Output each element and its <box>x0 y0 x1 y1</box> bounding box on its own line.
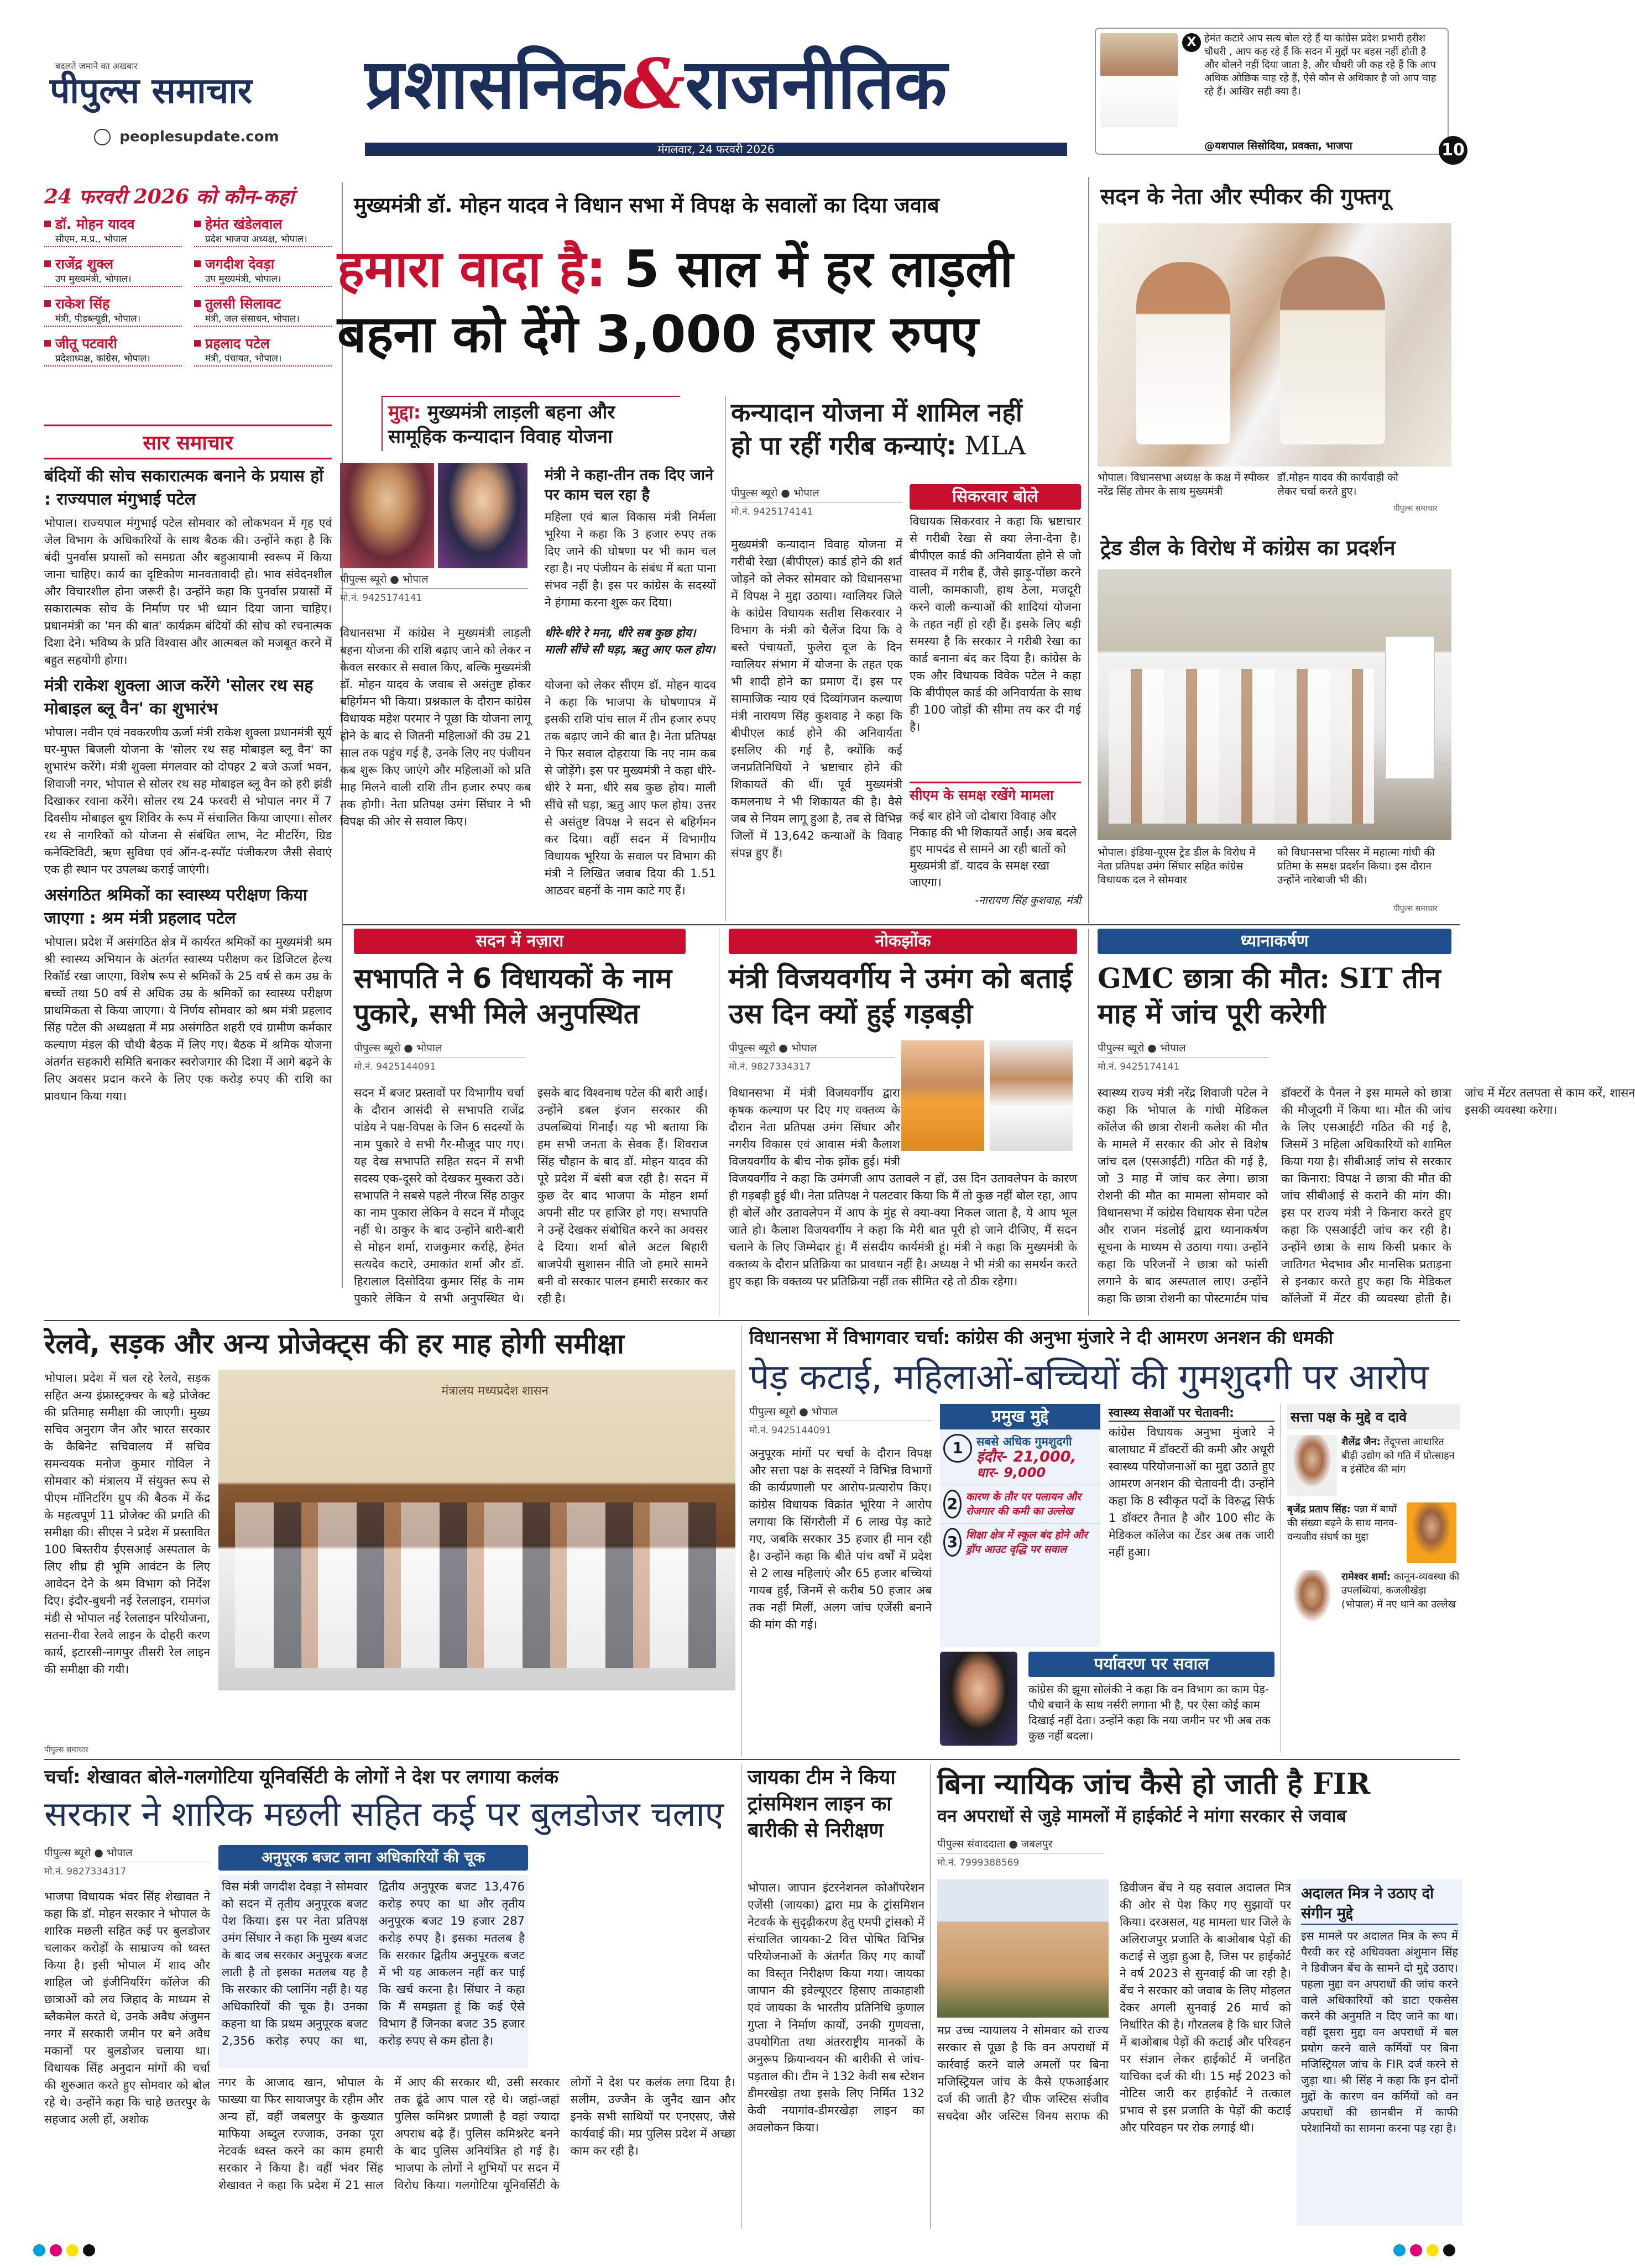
who-where-person-desc: उप मुख्यमंत्री, भोपाल। <box>44 273 182 287</box>
health-box <box>1109 1404 1274 1647</box>
issue-1-dhar: धार- 9,000 <box>976 1465 1046 1480</box>
who-where-person-name: प्रहलाद पटेल <box>205 336 270 352</box>
fir-subhead: वन अपराधों से जुड़े मामलों में हाईकोर्ट ने मांगा सरकार से जवाब <box>937 1805 1347 1826</box>
kanyadan-headline-2: हो पा रहीं गरीब कन्याएं: <box>731 431 957 460</box>
noknok-tag-text: नोकझोंक <box>875 931 931 951</box>
anubha-issues-box <box>940 1404 1100 1647</box>
who-where-person-desc: प्रदेश भाजपा अध्यक्ष, भोपाल। <box>194 233 332 247</box>
budget-tag-text: अनुपूरक बजट लाना अधिकारियों की चूक <box>261 1849 485 1866</box>
fir-byline-box <box>937 1836 1103 1872</box>
registration-mark-magenta-right <box>1410 2244 1422 2256</box>
side-claim-1-name: शैलेंद्र जैन: <box>1341 1436 1381 1448</box>
globe-icon <box>94 129 111 145</box>
lead-headline-rest: 5 साल में हर लाड़ली बहना को देंगे 3,000 हजार रुपए <box>337 239 1014 364</box>
railway-photo-sign: मंत्रालय मध्यप्रदेश शासन <box>441 1384 549 1398</box>
dhyan-body-text: स्वास्थ्य राज्य मंत्री नरेंद्र शिवाजी पटेल ने कहा कि भोपाल के गांधी मेडिकल कॉलेज की छात्रा रोशनी कलेश की मौत के मामले में सरकार की ओर से विशेष जांच दल (एसआईटी) गठित की गई है, जो 3 माह में जांच कर लेगा। छात्रा रोशनी की मौत का मामला सोमवार को विधानसभा में कांग्रेस विधायक सेना पटेल और राजन मंडलोई द्वारा ध्यानाकर्षण सूचना के माध्यम से उठाया गया। उन्होंने कहा कि परिजनों ने छात्रा को फांसी लगाने के बाद अस्पताल लाए। उन्होंने कहा कि छात्रा रोशनी का पोस्टमार्टम पांच डॉक्टरों के पैनल ने इस मामले को छात्रा की मौजूदगी में किया था। मौत की जांच के लिए एसआईटी गठित की गई है, जिसमें 3 महिला अधिकारियों को शामिल किया गया है। सीबीआई जांच से सरकार का किनारा: विपक्ष ने छात्रा की मौत की जांच सीबीआई से कराने की मांग की। इस पर राज्य मंत्री ने किनारा करते हुए कहा कि एसआईटी जांच कर रही है। उन्होंने छात्रा के साथ किसी प्रकार के जातिगत भेदभाव और मानसिक प्रताड़ना से इनकार करते हुए कहा कि मेडिकल कॉलेजों में मेंटर की व्यवस्था होती है। जांच में मेंटर तलपता से काम करें, शासन इसकी व्यवस्था करेगा। <box>1098 1086 1635 1305</box>
issue-1-number: 1 <box>943 1434 972 1463</box>
env-tag-text: पर्यावरण पर सवाल <box>1094 1654 1209 1674</box>
railway-photo <box>218 1370 735 1690</box>
health-head: स्वास्थ्य सेवाओं पर चेतावनी: <box>1109 1404 1274 1422</box>
fir-byline: पीपुल्स संवाददाता ● जबलपुर <box>937 1836 1103 1853</box>
issue-label: मुद्दा: <box>388 401 421 423</box>
anubha-kicker: विधानसभा में विभागवार चर्चा: कांग्रेस की अनुभा मुंजारे ने दी आमरण अनशन की धमकी <box>749 1327 1333 1348</box>
anubha-byline: पीपुल्स ब्यूरो ● भोपाल <box>749 1404 932 1421</box>
saar-item-body: भोपाल। नवीन एवं नवकरणीय ऊर्जा मंत्री राकेश शुक्ला प्रधानमंत्री सूर्य घर-मुफ्त बिजली योजना के 'सोलर रथ सह मोबाइल ब्लू वैन' का शुभारंभ करेंगे। मंत्री शुक्ला मंगलवार को दोपहर 2 बजे ऊर्जा भवन, शिवाजी नगर, भोपाल से सोलर रथ सह मोबाइल ब्लू वैन को हरी झंडी दिखाकर रवाना करेंगे। सोलर रथ 24 फरवरी से भोपाल नगर में 7 दिवसीय मोबाइल बूथ शिविर के रूप में संचालित किया जाएगा। सोलर रथ से नागरिकों को योजना से संबंधित लाभ, नेट मीटरिंग, ग्रिड कनेक्टिविटी, ऋण सुविधा एवं ऑन-द-स्पॉट पंजीकरण जैसी सेवाएं एक ही स्थान पर उपलब्ध कराई जाएंगी। <box>44 726 332 876</box>
budget-body-text: विस मंत्री जगदीश देवड़ा ने सोमवार को सदन में तृतीय अनुपूरक बजट पेश किया। इस पर नेता प्रतिपक्ष उमंग सिंघार ने कहा कि मुख्य बजट के बाद जब सरकार अनुपूरक बजट लाती है तो इसका मतलब यह है कि सरकार की प्लानिंग नहीं है। यह अधिकारियों की चूक है। उनका कहना था कि प्रथम अनुपूरक बजट 2,356 करोड़ रुपए का था, द्वितीय अनुपूरक बजट 13,476 करोड़ रुपए का था और तृतीय अनुपूरक बजट 19 हजार 287 करोड़ रुपए है। इसका मतलब है कि सरकार द्वितीय अनुपूरक बजट में भी यह आकलन नहीं कर पाई कि खर्च करना है। सिंघार ने कहा कि मैं समझता हूं कि कई ऐसे विभाग हैं जिनका बजट 35 हजार करोड़ रुपए से कम होता है। <box>222 1880 525 2047</box>
who-where-person <box>194 256 332 287</box>
section-title <box>365 44 947 124</box>
logo-text: पीपुल्स समाचार <box>50 71 252 112</box>
registration-mark-cyan <box>33 2244 45 2256</box>
speaker-caption-left: भोपाल। विधानसभा अध्यक्ष के कक्ष में स्पीकर नरेंद्र सिंह तोमर के साथ मुख्यमंत्री <box>1098 472 1270 497</box>
dhyan-body <box>1098 1085 1635 1311</box>
sadan-headline: सभापति ने 6 विधायकों के नाम पुकारे, सभी मिले अनुपस्थित <box>354 962 672 1030</box>
lead-issue-box <box>382 396 680 451</box>
lead-body-2: महिला एवं बाल विकास मंत्री निर्मला भूरिया ने कहा कि 3 हजार रुपए तक दिए जाने की घोषणा पर भी काम चल रहा है। नए पंजीयन के संबंध में बता पाना संभव नहीं है। इस पर कांग्रेस के सदस्यों ने हंगामा करना शुरू कर दिया। <box>545 510 716 609</box>
issue-1-head: सबसे अधिक गुमशुदगी <box>976 1435 1072 1448</box>
who-where-person-name: हेमंत खंडेलवाल <box>205 216 283 232</box>
budget-tag <box>218 1845 528 1871</box>
jica-headline: जायका टीम ने किया ट्रांसमिशन लाइन का बारीकी से निरीक्षण <box>748 1766 896 1842</box>
saar-list <box>44 465 332 1105</box>
lead-mobile: मो.नं. 9425174141 <box>340 593 422 604</box>
fir-body <box>937 1879 1291 2225</box>
cm-box-sign: -नारायण सिंह कुशवाह, मंत्री <box>975 894 1081 907</box>
bulldozer-body-3-text: नगर के आजाद खान, भोपाल के फाख्या या फिर सायाजपुर के रहीम और अन्य हों, वहीं जबलपुर के कुख्यात माफिया अब्दुल रज्जाक, उनका पूरा नेटवर्क ध्वस्त करने का काम हमारी सरकार ने किया है। वहीं भंवर सिंह शेखावत ने कहा कि प्रदेश में 21 साल में आए की सरकार थी, उसी सरकार तक ढूंढे आप पाल रहे थे। जहां-जहां पुलिस कमिश्नर प्रणाली है वहां ज्यादा अपराध बढ़े हैं। पुलिस कमिश्नरेट बनने के बाद पुलिस अनियंत्रित हो गई है। भाजपा के लोगों ने शुभियों पर सदन में विरोध किया। गलगोटिया यूनिवर्सिटी के लोगों ने देश पर कलंक लगा दिया है। सलीम, उज्जैन के जुनैद खान और इनके सभी साथियों पर एनएसए, जैसे कार्यवाई की। मप्र पुलिस प्रदेश में अच्छा काम कर रही है। <box>218 2076 735 2192</box>
trade-photo <box>1098 569 1451 840</box>
issue-1-indore: इंदौर- 21,000, <box>976 1448 1077 1465</box>
sadan-byline-box <box>354 1040 525 1076</box>
saar-item-head: असंगठित श्रमिकों का स्वास्थ्य परीक्षण किया जाएगा : श्रम मंत्री प्रहलाद पटेल <box>44 886 307 928</box>
bulldozer-body-3 <box>218 2074 735 2225</box>
lead-byline <box>340 572 528 607</box>
anubha-body: अनुपूरक मांगों पर चर्चा के दौरान विपक्ष और सत्ता पक्ष के सदस्यों ने विभिन्न विभागों की कार्यप्रणाली पर आरोप-प्रत्यारोप किए। कांग्रेस विधायक विक्रांत भूरिया ने आरोप लगाया कि सिंगरौली में 6 लाख पेड़ काटे गए, जबकि सरकार 35 हजार ही मान रही है। उन्होंने कहा कि बीते पांच वर्षों में प्रदेश से 2 लाख महिलाएं और 65 हजार बच्चियां गायब हुईं, जिनमें से करीब 50 हजार अब तक नहीं मिलीं, अलग जांच एजेंसी बनाने की मांग की गई। <box>749 1447 932 1631</box>
trade-caption-right: को विधानसभा परिसर में महात्मा गांधी की प्रतिमा के समक्ष प्रदर्शन किया। इस दौरान उन्होंने नारेबाजी भी की। <box>1277 846 1435 886</box>
kanyadan-headline <box>731 396 1085 462</box>
sadan-byline: पीपुल्स ब्यूरो ● भोपाल <box>354 1040 525 1057</box>
dhyan-headline: GMC छात्रा की मौत: SIT तीन माह में जांच पूरी करेगी <box>1098 962 1441 1030</box>
side-claim-1-photo <box>1287 1435 1337 1496</box>
lead-kicker: मुख्यमंत्री डॉ. मोहन यादव ने विधान सभा में विपक्ष के सवालों का दिया जवाब <box>354 193 939 217</box>
sadan-tag <box>354 929 686 954</box>
who-where-person-desc: मंत्री, जल संसाधन, भोपाल। <box>194 312 332 327</box>
noknok-byline: पीपुल्स ब्यूरो ● भोपाल <box>729 1040 895 1057</box>
who-where-title: 24 फरवरी 2026 को कौन-कहां <box>44 185 294 208</box>
issue-2 <box>940 1485 1100 1523</box>
saar-item-head: मंत्री राकेश शुक्ला आज करेंगे 'सोलर रथ सह मोबाइल ब्लू वैन' का शुभारंभ <box>44 676 314 719</box>
tweet-author: @यशपाल सिसोदिया, प्रवक्ता, भाजपा <box>1204 140 1352 152</box>
jica-body: भोपाल। जापान इंटरनेशनल कोऑपरेशन एजेंसी (जायका) द्वारा मप्र के ट्रांसमिशन नेटवर्क के सुदृढ़ीकरण हेतु एमपी ट्रांसको में संचालित जायका-2 वित्त पोषित विभिन्न परियोजनाओं के अंतर्गत किए गए कार्यों का विस्तृत निरीक्षण किया गया। जायका जापान की इवेल्यूएटर हिसाए ताकाहाशी एवं जायका के भारतीय प्रतिनिधि कुणाल गुप्ता ने निर्माण कार्यों, उनकी गुणवत्ता, उपयोगिता तथा अंतरराष्ट्रीय मानकों के अनुरूप क्रियान्वयन की बारीकी से जांच-पड़ताल की। टीम ने 132 केवी सब स्टेशन डीमरखेड़ा तथा इसके लिए निर्मित 132 केवी नयागांव-डीमरखेड़ा लाइन का अवलोकन किया। <box>748 1881 924 2134</box>
trade-photo-crowd <box>1109 669 1374 824</box>
registration-mark-cyan-right <box>1393 2244 1406 2256</box>
lead-quote: धीरे-धीरे रे मना, धीरे सब कुछ होय। माली सींचे सौ घड़ा, ऋतु आए फल होय। <box>545 626 715 656</box>
noknok-mobile: मो.नं. 9827334317 <box>729 1061 811 1072</box>
saar-title-text: सार समाचार <box>143 432 233 454</box>
section-title-amp: & <box>623 44 685 124</box>
who-where-person-name: डॉ. मोहन यादव <box>55 216 135 232</box>
who-where-person <box>44 336 182 366</box>
noknok-headline: मंत्री विजयवर्गीय ने उमंग को बताई उस दिन क्यों हुई गड़बड़ी <box>729 962 1073 1030</box>
cm-box-head: सीएम के समक्ष रखेंगे मामला <box>910 787 1054 803</box>
lead-photo-woman-2 <box>438 463 527 568</box>
masthead <box>0 0 1480 160</box>
side-claim-2-text: पन्ना में बाघों की संख्या बढ़ने के साथ मानव-वन्यजीव संघर्ष का मुद्दा <box>1287 1504 1398 1543</box>
tweet-author-photo <box>1100 33 1178 127</box>
bulldozer-mobile: मो.नं. 9827334317 <box>44 1866 127 1877</box>
registration-mark-yellow-right <box>1427 2244 1439 2256</box>
dhyan-tag <box>1098 929 1451 954</box>
section-title-left: प्रशासनिक <box>365 45 623 124</box>
side-claim-2 <box>1287 1502 1460 1563</box>
trade-credit: पीपुल्स समाचार <box>1393 904 1438 913</box>
who-where-person-desc: सीएम, म.प्र., भोपाल <box>44 233 182 247</box>
side-claim-3-text: कानून-व्यवस्था की उपलब्धियां, कजलीखेड़ा (भोपाल) में नए थाने का उल्लेख <box>1341 1571 1460 1610</box>
issues-title-text: प्रमुख मुद्दे <box>991 1407 1049 1426</box>
kanyadan-body: मुख्यमंत्री कन्यादान विवाह योजना में गरीबी रेखा (बीपीएल) कार्ड होने की शर्त जोड़ने को लेकर सोमवार को विधानसभा में विपक्ष ने मुद्दा उठाया। ग्वालियर जिले के कांग्रेस विधायक सतीश सिकरवार ने विभाग के मंत्री को चैलेंज दिया कि वे बस्ते पंचायतों, फुलेरा दूज के दिन ग्वालियर संभाग में योजना के तहत एक भी शादी होने का प्रमाण दें। इस पर सामाजिक न्याय एवं दिव्यांगजन कल्याण मंत्री नारायण सिंह कुशवाह ने कहा कि बीपीएल कार्ड होने की अनिवार्यता इसलिए की गई है, क्योंकि कई जनप्रतिनिधियों ने भ्रष्टाचार होने की शिकायतें की थीं। पूर्व मुख्यमंत्री कमलनाथ ने भी शिकायत की है। वैसे जब से नियम लागू हुआ है, तब से विभिन्न जिलों में 13,642 कन्याओं के विवाह संपन्न हुए हैं। <box>731 538 902 860</box>
side-claim-1 <box>1287 1435 1460 1496</box>
lead-byline-text: पीपुल्स ब्यूरो ● भोपाल <box>340 572 528 589</box>
tweet-text: हेमंत कटारे आप सत्य बोल रहे हैं या कांग्रेस प्रदेश प्रभारी हरीश चौधरी , आप कह रहे हैं कि सदन में मुद्दों पर बहस नहीं होती है और बोलने नहीं दिया जाता है, और चौधरी जी कह रहे हैं कि आप अधिक ओछिक चाह रहे हैं, ऐसे कौन से अधिकार है जो आप चाह रहे हैं। आखिर सही क्या है। <box>1204 33 1436 97</box>
issue-1 <box>940 1429 1100 1485</box>
sadan-body <box>354 1085 708 1311</box>
who-where-grid <box>44 216 332 366</box>
side-claims-title: सत्ता पक्ष के मुद्दे व दावे <box>1287 1404 1460 1429</box>
who-where-person-name: राजेंद्र शुक्ल <box>55 256 113 272</box>
page-number <box>1439 136 1467 165</box>
dhyan-byline-box <box>1098 1040 1269 1076</box>
lead-photo-woman-1 <box>340 463 434 568</box>
saar-title <box>44 425 332 459</box>
who-where-person <box>44 296 182 327</box>
who-where-person-name: तुलसी सिलावट <box>205 296 281 312</box>
saar-samachar <box>44 425 332 1284</box>
budget-body <box>218 1875 528 2068</box>
trade-photo-placard <box>1385 636 1435 779</box>
kanyadan-mobile: मो.नं. 9425174141 <box>731 506 813 517</box>
registration-mark-black-right <box>1443 2244 1455 2256</box>
issue-text: मुख्यमंत्री लाड़ली बहना और सामूहिक कन्यादान विवाह योजना <box>388 401 615 448</box>
kanyadan-headline-tag: MLA <box>956 431 1026 460</box>
saar-item <box>44 465 332 669</box>
saar-item <box>44 884 332 1105</box>
dhyan-byline: पीपुल्स ब्यूरो ● भोपाल <box>1098 1040 1269 1057</box>
kanyadan-headline-1: कन्यादान योजना में शामिल नहीं <box>731 397 1022 427</box>
kanyadan-byline-box <box>731 485 902 521</box>
speaker-headline: सदन के नेता और स्पीकर की गुफ्तगू <box>1100 184 1390 209</box>
dhyan-tag-text: ध्यानाकर्षण <box>1240 931 1309 951</box>
env-tag <box>1028 1652 1274 1677</box>
sadan-tag-text: सदन में नज़ारा <box>476 931 564 951</box>
noknok-photo-spacer <box>900 1085 1077 1156</box>
railway-body: भोपाल। प्रदेश में चल रहे रेलवे, सड़क सहित अन्य इंफ्रास्ट्रक्चर के बड़े प्रोजेक्ट की प्रतिमाह समीक्षा की जाएगी। मुख्य सचिव अनुराग जैन और भारत सरकार के कैबिनेट सचिवालय में सचिव समन्वयक मनोज कुमार गोविल ने सोमवार को मंत्रालय में संयुक्त रूप से पीएम मॉनिटरिंग ग्रुप की बैठक में केंद्र के महत्वपूर्ण 11 प्रोजेक्ट की प्रगति की समीक्षा की। सीएस ने प्रदेश में प्रस्तावित 100 बिस्तरीय ईएसआई अस्पताल के लिए शीघ्र ही भूमि आवंटन के लिए आवेदन देने के श्रम विभाग को निर्देश दिए। इंदौर-बुधनी नई रेललाइन, रामगंज मंडी से भोपाल नई रेललाइन परियोजना, सतना-रीवा रेलवे लाइन के दोहरी करण कार्य, इटारसी-नागपुर तीसरी रेल लाइन की समीक्षा की गयी। <box>44 1371 210 1676</box>
noknok-body-text: विधानसभा में मंत्री विजयवर्गीय द्वारा कृषक कल्याण पर दिए गए वक्तव्य के दौरान नेता प्रतिपक्ष उमंग सिंघार और नगरीय विकास एवं आवास मंत्री कैलाश विजयवर्गीय के बीच नोक झोंक हुई। मंत्री विजयवर्गीय ने कहा कि उमंगजी आप उतावले न हों, उस दिन उतावलेपन के कारण ही गड़बड़ी हुई थी। नेता प्रतिपक्ष ने पलटवार किया कि मैं तो कुछ नहीं बोल रहा, आप ही बोलें और उतावलेपन में आप के मुंह से क्या-क्या निकल जाता है, ये आप भूल जाते हो। कैलाश विजयवर्गीय ने कहा कि मेरी बात पूरी हो जाने दीजिए, मैं सदन चलाने के लिए जिम्मेदार हूं। मैं संसदीय कार्यमंत्री हूं। मंत्री ने कहा कि मुख्यमंत्री के वक्तव्य के दौरान प्रतिक्रिया का प्रावधान नहीं है। अध्यक्ष ने भी मंत्री का समर्थन करते हुए कहा कि वक्तव्य पर प्रतिक्रिया नहीं तक सीमित रहे तो ठीक रहेगा। <box>729 1086 1077 1288</box>
noknok-tag <box>729 929 1077 954</box>
health-body: कांग्रेस विधायक अनुभा मुंजारे ने बालाघाट में डॉक्टरों की कमी और अधूरी स्वास्थ्य परियोजनाओं का मुद्दा उठाते हुए आमरण अनशन की चेतावनी दी। उन्होंने कहा कि 8 स्वीकृत पदों के विरुद्ध सिर्फ 1 डॉक्टर तैनात है और 100 सीट के मेडिकल कॉलेज का टेंडर अब तक जारी नहीं हुआ। <box>1109 1426 1274 1559</box>
fir-mobile: मो.नं. 7999388569 <box>937 1857 1020 1868</box>
speaker-photo-person-2 <box>1280 256 1385 444</box>
fir-court-photo <box>937 1879 1109 2018</box>
side-claim-2-photo <box>1407 1502 1456 1563</box>
railway-photo-people <box>235 1502 716 1668</box>
side-claims <box>1287 1404 1460 1752</box>
registration-mark-magenta <box>50 2244 62 2256</box>
trade-headline: ट्रेड डील के विरोध में कांग्रेस का प्रदर्शन <box>1100 536 1396 560</box>
anubha-mobile: मो.नं. 9425144091 <box>749 1425 832 1436</box>
issues-title <box>940 1404 1100 1429</box>
logo <box>50 65 252 113</box>
registration-mark-yellow <box>66 2244 79 2256</box>
website-link[interactable]: peoplesupdate.com <box>119 128 279 145</box>
side-claim-3 <box>1287 1570 1460 1631</box>
who-where-person-desc: मंत्री, पंचायत, भोपाल। <box>194 352 332 366</box>
lead-headline <box>337 237 1084 367</box>
saar-item-body: भोपाल। राज्यपाल मंगुभाई पटेल सोमवार को लोकभवन में गृह एवं जेल विभाग के अधिकारियों के साथ बैठक की। उन्होंने कहा है कि बंदी पुनर्वास प्रयासों को समग्रता और बहुआयामी स्वरूप में किया जाना चाहिए। कार्य का दृष्टिकोण मानवतावादी हो। भाव संवेदनशील और विचारशील होना जरूरी है। उन्होंने कहा कि पुनर्वास प्रयासों में सकारात्मक सोच के निर्माण पर भी ध्यान दिया जाना चाहिए। प्रधानमंत्री का 'मन की बात' कार्यक्रम बंदियों की सोच को रचनात्मक दिशा देने। भविष्य के प्रति विश्वास और आत्मबल को मजबूत करने में बहुत सहयोगी होगा। <box>44 516 332 667</box>
speaker-caption-right: डॉ.मोहन यादव की कार्यवाही को लेकर चर्चा करते हुए। <box>1277 472 1398 497</box>
sadan-body-text: सदन में बजट प्रस्तावों पर विभागीय चर्चा के दौरान आसंदी से सभापति राजेंद्र पांडेय ने पक्ष-विपक्ष के जिन 6 सदस्यों के नाम पुकारे वे सभी गैर-मौजूद पाए गए। यह देख सभापति सहित सदन में सभी सदस्य एक-दूसरे को देखकर मुस्करा उठे। सभापति ने सबसे पहले नीरज सिंह ठाकुर का नाम पुकारा लेकिन वे सदन में मौजूद नहीं थे। ठाकुर के बाद उन्होंने बारी-बारी से मोहन शर्मा, राजकुमार कर्राहे, हेमंत सत्यदेव कटारे, उमाकांत शर्मा और डॉ. हिरालाल दिसोदिया कुमार सिंह के नाम पुकारे लेकिन ये सभी अनुपस्थित थे। इसके बाद विश्वनाथ पटेल की बारी आई। उन्होंने डबल इंजन सरकार की उपलब्धियां गिनाईं। यह भी बताया कि हम सभी जनता के सेवक हैं। शिवराज सिंह चौहान के बाद डॉ. मोहन यादव की पूरे प्रदेश में बंसी बज रही है। सदन में कुछ देर बाद भाजपा के मोहन शर्मा अपनी सीट पर हाजिर हो गए। सभापति ने उन्हें देखकर संबोधित करने का अवसर दे दिया। शर्मा बोले अटल बिहारी बाजपेयी सुशासन नीति जो हमारे सामने बनी वो सरकार पालन हमारी सरकार कर रही है। <box>354 1086 708 1305</box>
who-where-person-name: जगदीश देवड़ा <box>205 256 275 272</box>
lead-body-3: योजना को लेकर सीएम डॉ. मोहन यादव ने कहा कि भाजपा के घोषणापत्र में इसकी राशि पांच साल में तीन हजार रुपए तक बढ़ाए जाने की बात है। नेता प्रतिपक्ष ने फिर सवाल दोहराया कि नए नाम कब से जोड़ेंगे। इस पर मुख्यमंत्री ने कहा धीरे-धीरे रे मना, धीरे सब कुछ होय। माली सींचे सौ घड़ा, ऋतु आए फल होय। उत्तर से असंतुष्ट विपक्ष ने सदन से बहिर्गमन कर दिया। वहीं सदन में विभागीय विधायक भूरिया के सवाल पर विभाग की मंत्री ने लिखित जवाब दिया की 1.51 आठवर बहनों के नाम काटे गए हैं। <box>545 678 716 897</box>
x-logo-icon: X <box>1182 33 1201 52</box>
sikarwar-tag-text: सिकरवार बोले <box>952 487 1038 506</box>
issue-3-text: शिक्षा क्षेत्र में स्कूल बंद होने और ड्रॉप आउट वृद्धि पर सवाल <box>965 1529 1088 1555</box>
side-claim-1-text: तेंदूपत्ता आधारित बीड़ी उद्योग को गति में प्रोत्साहन व इंसेंटिव की मांग <box>1341 1436 1455 1475</box>
anubha-byline-box <box>749 1404 932 1439</box>
bulldozer-byline-box <box>44 1845 210 1881</box>
anubha-photo <box>940 1652 1017 1746</box>
who-where-person <box>194 216 332 247</box>
who-where-person-desc: मंत्री, पीडब्ल्यूडी, भोपाल। <box>44 312 182 327</box>
saar-item-head: बंदियों की सोच सकारात्मक बनाने के प्रयास हों : राज्यपाल मंगुभाई पटेल <box>44 467 324 509</box>
fir-box-head: अदालत मित्र ने उठाए दो संगीन मुद्दे <box>1301 1884 1458 1925</box>
issue-2-text: कारण के तौर पर पलायन और रोजगार की कमी का उल्लेख <box>965 1491 1081 1517</box>
side-claim-3-name: रामेश्वर शर्मा: <box>1341 1571 1391 1583</box>
section-title-right: राजनीतिक <box>685 45 947 124</box>
who-where-person <box>44 216 182 247</box>
sadan-mobile: मो.नं. 9425144091 <box>354 1061 436 1072</box>
lead-headline-red: हमारा वादा है: <box>337 239 607 298</box>
bulldozer-headline: सरकार ने शारिक मछली सहित कई पर बुलडोजर चलाए <box>44 1794 724 1834</box>
bulldozer-body: भाजपा विधायक भंवर सिंह शेखावत ने कहा कि डॉ. मोहन सरकार ने भोपाल के शारिक मछली सहित कई पर बुलडोजर चलाकर करोड़ों के साम्राज्य को ध्वस्त किया है। इसी भोपाल में शाद और शाहिल जो इंजीनियरिंग कॉलेज की छात्राओं को लव जिहाद के माध्यम से ब्लैकमेल करते थे, उनके अवैध अंजुमन नगर में सरकारी जमीन पर बने अवैध मकानों पर बुलडोजर चलाया था। विधायक सिंह अनुदान मांगों की चर्चा की शुरुआत करते हुए सोमवार को बोल रहे थे। उन्होंने कहा कि चाहे छतरपुर के सहजाद अली हों, अशोक <box>44 1890 210 2126</box>
speaker-photo-person-1 <box>1136 262 1230 444</box>
website-row <box>94 128 279 145</box>
railway-credit: पीपुल्स समाचार <box>44 1746 88 1754</box>
fir-body-text: मप्र उच्च न्यायालय ने सोमवार को राज्य सरकार से पूछा है कि वन अपराधों में कार्रवाई करने वाले अमलों पर बिना मजिस्ट्रियल जांच के कैसे एफआईआर दर्ज की जाती है? चीफ जस्टिस संजीव सचदेवा और जस्टिस विनय सराफ की डिवीजन बेंच ने यह सवाल अदालत मित्र की ओर से पेश किए गए सुझावों पर किया। दरअसल, यह मामला धार जिले के अलिराजपुर प्रजाति के बाओबाब पेड़ों की कटाई से जुड़ा हुआ है, जिस पर हाईकोर्ट ने वर्ष 2023 से सुनवाई की जा रही है। बेंच ने सरकार को जवाब के लिए मोहलत देकर अगली सुनवाई 26 मार्च को निर्धारित की है। गौरतलब है कि धार जिले में बाओबाब पेड़ों की कटाई और परिवहन पर संज्ञान लेकर हाईकोर्ट में जनहित याचिका दर्ज की थी। 15 मई 2023 को नोटिस जारी कर हाईकोर्ट ने तत्काल प्रभाव से इस प्रजाति के पेड़ों की कटाई और परिवहन पर रोक लगाई थी। <box>937 1881 1291 2134</box>
who-where-person-desc: उप मुख्यमंत्री, भोपाल। <box>194 273 332 287</box>
saar-item-body: भोपाल। प्रदेश में असंगठित क्षेत्र में कार्यरत श्रमिकों का मुख्यमंत्री श्रम श्री स्वास्थ्य अभियान के अंतर्गत स्वास्थ्य परीक्षण कर डिजिटल हेल्थ रिकॉर्ड रखा जाएगा, विशेष रूप से श्रमिकों के 25 वर्ष से कम उम्र के बच्चों तथा 50 वर्ष से अधिक उम्र के श्रमिकों का स्वास्थ्य परीक्षण प्राथमिकता से किया जाएगा। ये निर्णय सोमवार को श्रम मंत्री प्रहलाद सिंह पटेल की अध्यक्षता में मप्र असंगठित शहरी एवं ग्रामीण कर्मकार कल्याण मंडल की चौथी बैठक में लिए गए। बैठक में श्रमिक योजना अंतर्गत सहकारी समिति बनाकर स्वरोजगार की दिशा में आगे बढ़ने के लिए अवसर प्रदान करने के लिए एक करोड़ रुपए की राशि का प्रावधान किया गया। <box>44 935 332 1103</box>
issue-2-number: 2 <box>943 1490 962 1518</box>
anubha-headline: पेड़ कटाई, महिलाओं-बच्चियों की गुमशुदगी पर आरोप <box>749 1357 1429 1398</box>
tweet-box <box>1095 28 1449 155</box>
fir-box-body: इस मामले पर अदालत मित्र के रूप में पैरवी कर रहे अधिवक्ता अंशुमान सिंह ने डिवीजन बेंच के सामने दो मुद्दे उठाए। पहला मुद्दा वन अपराधों की जांच करने वाले अधिकारियों को डाटा एकसेस करने की अनुमति न दिए जाने का था। वहीं दूसरा मुद्दा वन अपराधों में बल प्रयोग करने वाले कर्मियों पर बिना मजिस्ट्रियल जांच के FIR दर्ज करने से जुड़ा था। श्री सिंह ने कहा कि इन दोनों मुद्दों के कारण वन कर्मियों को वन अपराधों की छानबीन में काफी परेशानियों का सामना करना पड़ रहा है। <box>1301 1929 1458 2135</box>
who-where-person-desc: प्रदेशाध्यक्ष, कांग्रेस, भोपाल। <box>44 352 182 366</box>
trade-caption-left: भोपाल। इंडिया-यूएस ट्रेड डील के विरोध में नेता प्रतिपक्ष उमंग सिंघार सहित कांग्रेस विधायक दल ने सोमवार <box>1098 846 1256 886</box>
sikarwar-body: विधायक सिकरवार ने कहा कि भ्रष्टाचार से गरीबी रेखा से क्या लेना-देना है। बीपीएल कार्ड की अनिवार्यता होने से जो वास्तव में गरीब हैं, जैसे झाड़ू-पोंछा करने वाली, कामकाजी, हाथ ठेला, मजदूरी करने वाली कन्याओं की शादियां योजना के तहत नहीं हो रही हैं। इसके लिए बड़ी समस्या है कि सरकार ने गरीबी रेखा का कार्ड बनाना बंद कर दिया है। कांग्रेस के एक और विधायक विवेक पटेल ने कहा कि बीपीएल कार्ड की अनिवार्यता के साथ ही 100 जोड़ों की सीमा तय कर दी गई है। <box>910 515 1081 734</box>
who-where-person <box>44 256 182 287</box>
who-where-person-name: राकेश सिंह <box>55 296 110 312</box>
registration-mark-black <box>83 2244 95 2256</box>
bulldozer-byline: पीपुल्स ब्यूरो ● भोपाल <box>44 1845 210 1862</box>
cm-box-text: कई बार होने जो दोबारा विवाह और निकाह की भी शिकायतें आईं। अब बदले हुए मापदंड से सामने आ रही बातों को मुख्यमंत्री डॉ. यादव के समक्ष रखा जाएगा। <box>910 809 1077 889</box>
saar-item <box>44 674 332 878</box>
sikarwar-tag <box>910 484 1081 510</box>
noknok-byline-box <box>729 1040 895 1076</box>
railway-headline: रेलवे, सड़क और अन्य प्रोजेक्ट्स की हर माह होगी समीक्षा <box>44 1328 624 1360</box>
date-text: मंगलवार, 24 फरवरी 2026 <box>657 143 775 156</box>
who-where-person <box>194 336 332 366</box>
side-claim-3-photo <box>1287 1570 1337 1631</box>
noknok-body <box>729 1085 1077 1311</box>
fir-box <box>1297 1879 1462 2225</box>
lead-subhead-2: मंत्री ने कहा-तीन तक दिए जाने पर काम चल रहा है <box>545 467 714 504</box>
masthead-tagline: बदलते जमाने का अखबार <box>55 61 138 71</box>
side-claim-2-name: बृजेंद्र प्रताप सिंह: <box>1287 1504 1351 1515</box>
cm-box <box>910 782 1081 918</box>
who-where-box <box>44 182 332 413</box>
page-number-text: 10 <box>1441 140 1465 160</box>
fir-headline: बिना न्यायिक जांच कैसे हो जाती है FIR <box>937 1767 1371 1801</box>
lead-body-1: विधानसभा में कांग्रेस ने मुख्यमंत्री लाड़ली बहना योजना की राशि बढ़ाए जाने को लेकर न केवल सरकार से सवाल किए, बल्कि मुख्यमंत्री डॉ. मोहन यादव के जवाब से असंतुष्ट होकर बहिर्गमन भी किया। प्रश्नकाल के दौरान कांग्रेस विधायक महेश परमार ने पूछा कि योजना लागू होने के बाद से जितनी महिलाओं की उम्र 21 साल तक पहुंच गई है, उनके लिए नए पंजीयन कब शुरू किए जाएंगे और महिलाओं को प्रति माह मिलने वाली राशि तीन हजार रुपए कब तक होगी। नेता प्रतिपक्ष उमंग सिंघार ने भी विपक्ष की ओर से सवाल किए। <box>340 626 531 828</box>
date-bar <box>365 143 1067 156</box>
speaker-credit: पीपुल्स समाचार <box>1393 504 1438 513</box>
speaker-photo <box>1098 223 1451 467</box>
who-where-person <box>194 296 332 327</box>
dhyan-mobile: मो.नं. 9425174141 <box>1098 1061 1180 1072</box>
kanyadan-byline: पीपुल्स ब्यूरो ● भोपाल <box>731 485 902 502</box>
who-where-person-name: जीतू पटवारी <box>55 336 117 352</box>
issue-3 <box>940 1523 1100 1561</box>
env-body: कांग्रेस की झूमा सोलंकी ने कहा कि वन विभाग का काम पेड़-पौधे बचाने के साथ नर्सरी लगाना भी है, पर ऐसा कोई काम दिखाई नहीं देता। उन्होंने कहा कि नया जमीन पर भी अब तक कुछ नहीं बदला। <box>1028 1683 1271 1742</box>
issue-3-number: 3 <box>943 1528 962 1557</box>
bulldozer-kicker: चर्चा: शेखावत बोले-गलगोटिया यूनिवर्सिटी के लोगों ने देश पर लगाया कलंक <box>44 1766 558 1788</box>
